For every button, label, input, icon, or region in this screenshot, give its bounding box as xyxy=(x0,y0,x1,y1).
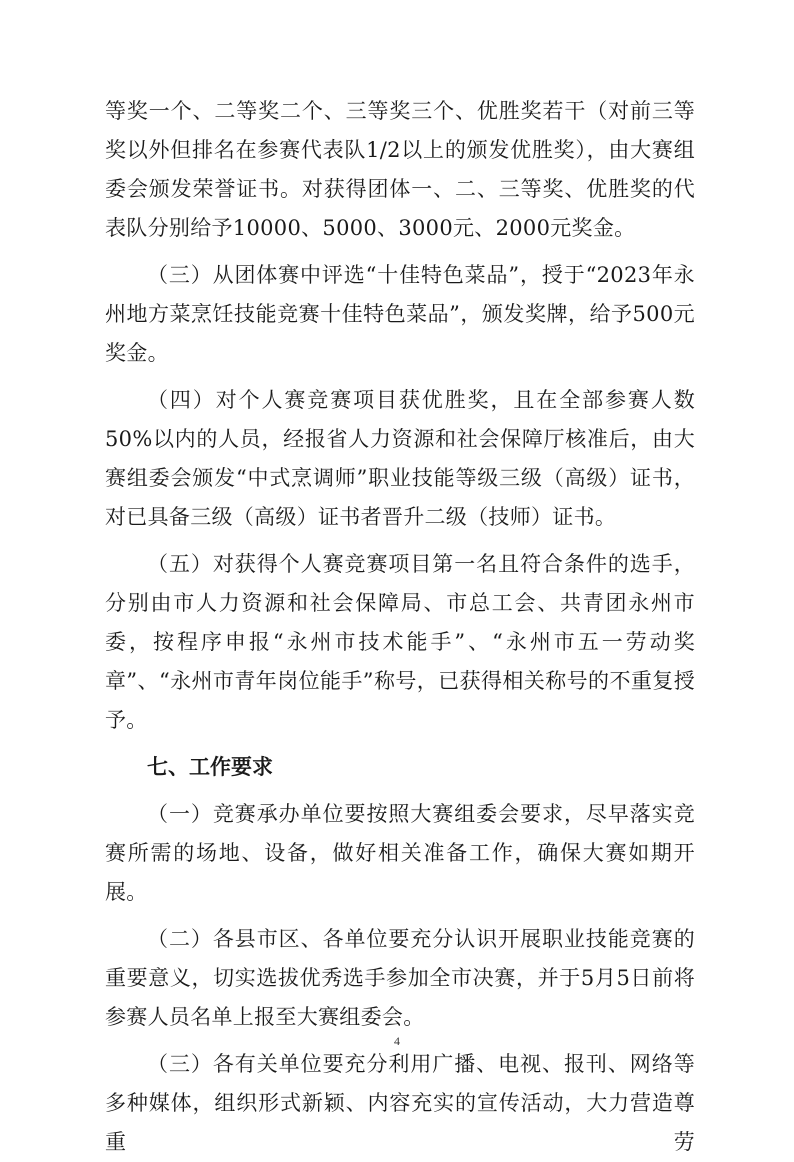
section-heading-work-requirements: 七、工作要求 xyxy=(147,755,273,779)
paragraph-item-5: （五）对获得个人赛竞赛项目第一名且符合条件的选手，分别由市人力资源和社会保障局、市总工会、共青团永州市委，按程序申报“永州市技术能手”、“永州市五一劳动奖章”、“永州市青年岗位能手”称号，已获得相关称号的不重复授予。 xyxy=(105,552,695,732)
paragraph-requirement-2: （二）各县市区、各单位要充分认识开展职业技能竞赛的重要意义，切实选拔优秀选手参加全市决赛，并于5月5日前将参赛人员名单上报至大赛组委会。 xyxy=(105,927,695,1029)
paragraph-requirement-1: （一）竞赛承办单位要按照大赛组委会要求，尽早落实竞赛所需的场地、设备，做好相关准备工作，确保大赛如期开展。 xyxy=(105,802,695,904)
page-number: 4 xyxy=(394,1034,400,1048)
paragraph-awards-team: 等奖一个、二等奖二个、三等奖三个、优胜奖若干（对前三等奖以外但排名在参赛代表队1/2以上的颁发优胜奖），由大赛组委会颁发荣誉证书。对获得团体一、二、三等奖、优胜奖的代表队分别给予10000、5000、3000元、2000元奖金。 xyxy=(105,99,695,240)
paragraph-item-4: （四）对个人赛竞赛项目获优胜奖，且在全部参赛人数50%以内的人员，经报省人力资源和社会保障厅核准后，由大赛组委会颁发“中式烹调师”职业技能等级三级（高级）证书，对已具备三级（高级）证书者晋升二级（技师）证书。 xyxy=(105,388,695,529)
paragraph-requirement-3: （三）各有关单位要充分利用广播、电视、报刊、网络等多种媒体，组织形式新颖、内容充实的宣传活动，大力营造尊重劳 xyxy=(105,1052,695,1154)
document-body xyxy=(105,92,695,1162)
paragraph-item-3: （三）从团体赛中评选“十佳特色菜品”，授于“2023年永州地方菜烹饪技能竞赛十佳特色菜品”，颁发奖牌，给予500元奖金。 xyxy=(105,263,695,365)
